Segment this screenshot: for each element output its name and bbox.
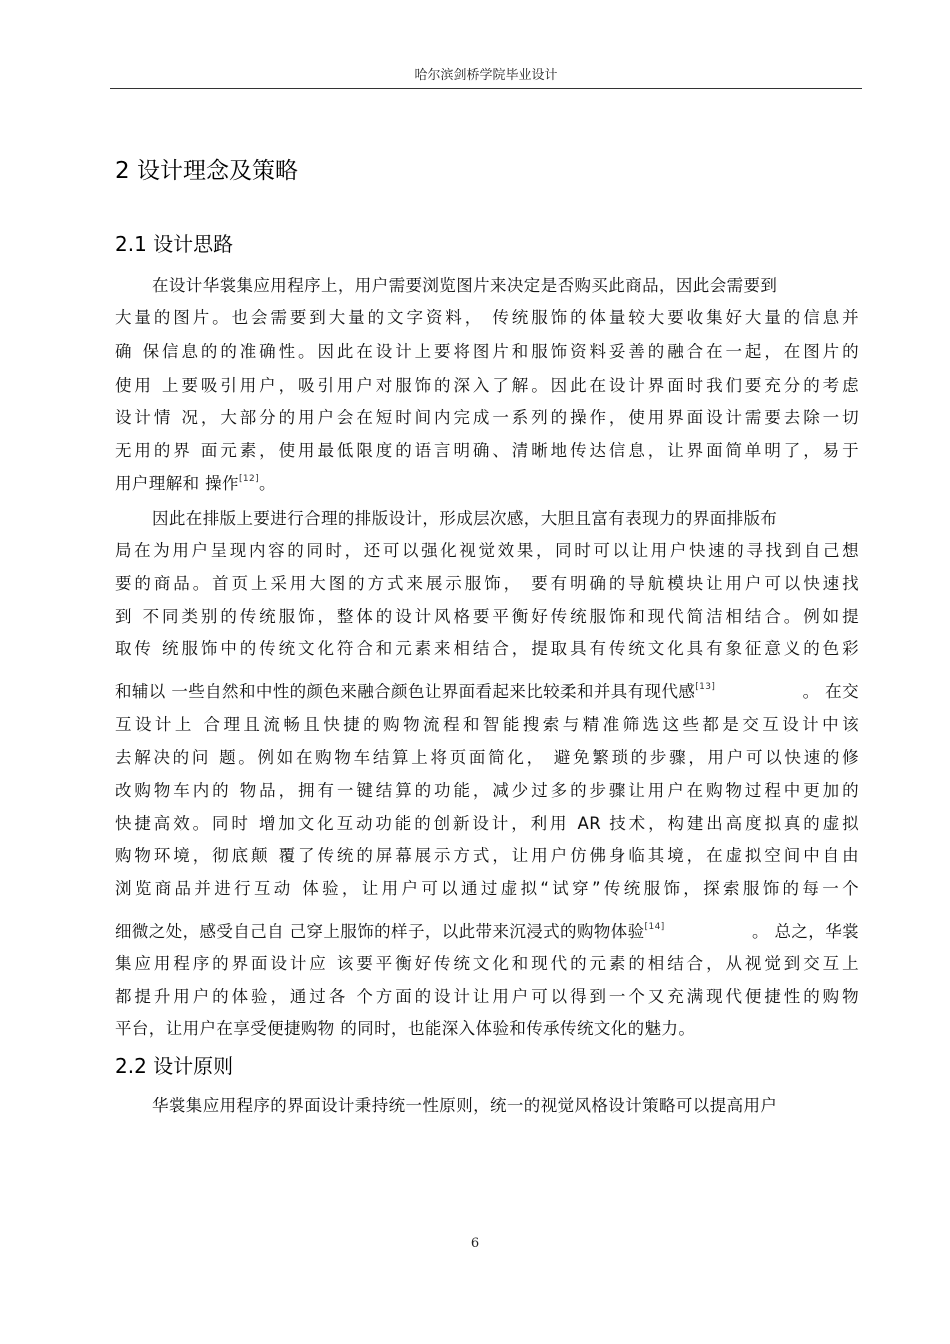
header-rule [110, 88, 862, 89]
section-title-2-2: 2.2 设计原则 [115, 1054, 234, 1078]
citation-13: [13] [695, 681, 716, 692]
text-line: 无用的界 面元素，使用最低限度的语言明确、清晰地传达信息，让界面简单明了，易于 [115, 441, 859, 460]
text-segment: 。 总之，华裳 [751, 922, 859, 941]
text-line: 使用 上要吸引用户，吸引用户对服饰的深入了解。因此在设计界面时我们要充分的考虑 [115, 376, 859, 395]
text-line: 因此在排版上要进行合理的排版设计，形成层次感，大胆且富有表现力的界面排版布 [152, 509, 778, 528]
text-line: 在设计华裳集应用程序上，用户需要浏览图片来决定是否购买此商品，因此会需要到 [152, 276, 778, 295]
text-line: 浏览商品并进行互动 体验，让用户可以通过虚拟“试穿”传统服饰，探索服饰的每一个 [115, 879, 859, 898]
section-title-2-1: 2.1 设计思路 [115, 232, 234, 256]
text-line: 平台，让用户在享受便捷购物 的同时，也能深入体验和传承传统文化的魅力。 [115, 1019, 696, 1038]
page-header: 哈尔滨剑桥学院毕业设计 [414, 68, 558, 83]
citation-14: [14] [644, 921, 665, 932]
text-line: 集应用程序的界面设计应 该要平衡好传统文化和现代的元素的相结合，从视觉到交互上 [115, 954, 859, 973]
text-segment: 用户理解和 操作 [115, 474, 239, 493]
text-line: 华裳集应用程序的界面设计秉持统一性原则，统一的视觉风格设计策略可以提高用户 [152, 1096, 778, 1115]
text-line: 改购物车内的 物品，拥有一键结算的功能，减少过多的步骤让用户在购物过程中更加的 [115, 781, 859, 800]
text-line: 互设计上 合理且流畅且快捷的购物流程和智能搜索与精准筛选这些都是交互设计中该 [115, 715, 859, 734]
text-line: 到 不同类别的传统服饰，整体的设计风格要平衡好传统服饰和现代简洁相结合。例如提 [115, 607, 859, 626]
text-line: 大量的图片。也会需要到大量的文字资料， 传统服饰的体量较大要收集好大量的信息并 [115, 308, 859, 327]
text-line: 取传 统服饰中的传统文化符合和元素来相结合，提取具有传统文化具有象征意义的色彩 [115, 639, 859, 658]
text-segment: 。 [259, 474, 276, 493]
text-line: 设计情 况，大部分的用户会在短时间内完成一系列的操作，使用界面设计需要去除一切 [115, 408, 859, 427]
text-line: 都提升用户的体验，通过各 个方面的设计让用户可以得到一个又充满现代便捷性的购物 [115, 987, 859, 1006]
text-line: 去解决的问 题。例如在购物车结算上将页面简化， 避免繁琐的步骤，用户可以快速的修 [115, 748, 859, 767]
text-line: 快捷高效。同时 增加文化互动功能的创新设计，利用 AR 技术，构建出高度拟真的虚拟 [115, 814, 859, 833]
text-line: 购物环境，彻底颠 覆了传统的屏幕展示方式，让用户仿佛身临其境，在虚拟空间中自由 [115, 846, 859, 865]
chapter-title: 2 设计理念及策略 [115, 158, 298, 184]
citation-12: [12] [238, 473, 260, 484]
text-line [115, 678, 859, 702]
text-line: 局在为用户呈现内容的同时，还可以强化视觉效果，同时可以让用户快速的寻找到自己想 [115, 541, 859, 560]
text-segment: 和辅以 一些自然和中性的颜色来融合颜色让界面看起来比较柔和并具有现代感 [115, 682, 696, 701]
text-line: 要的商品。首页上采用大图的方式来展示服饰， 要有明确的导航模块让用户可以快速找 [115, 574, 859, 593]
text-line [115, 470, 276, 494]
page-number: 6 [470, 1236, 480, 1251]
text-segment: 细微之处，感受自己自 己穿上服饰的样子，以此带来沉浸式的购物体验 [115, 922, 645, 941]
text-line [115, 918, 859, 942]
text-segment: 。 在交 [802, 682, 859, 701]
text-line: 确 保信息的的准确性。因此在设计上要将图片和服饰资料妥善的融合在一起，在图片的 [115, 342, 859, 361]
